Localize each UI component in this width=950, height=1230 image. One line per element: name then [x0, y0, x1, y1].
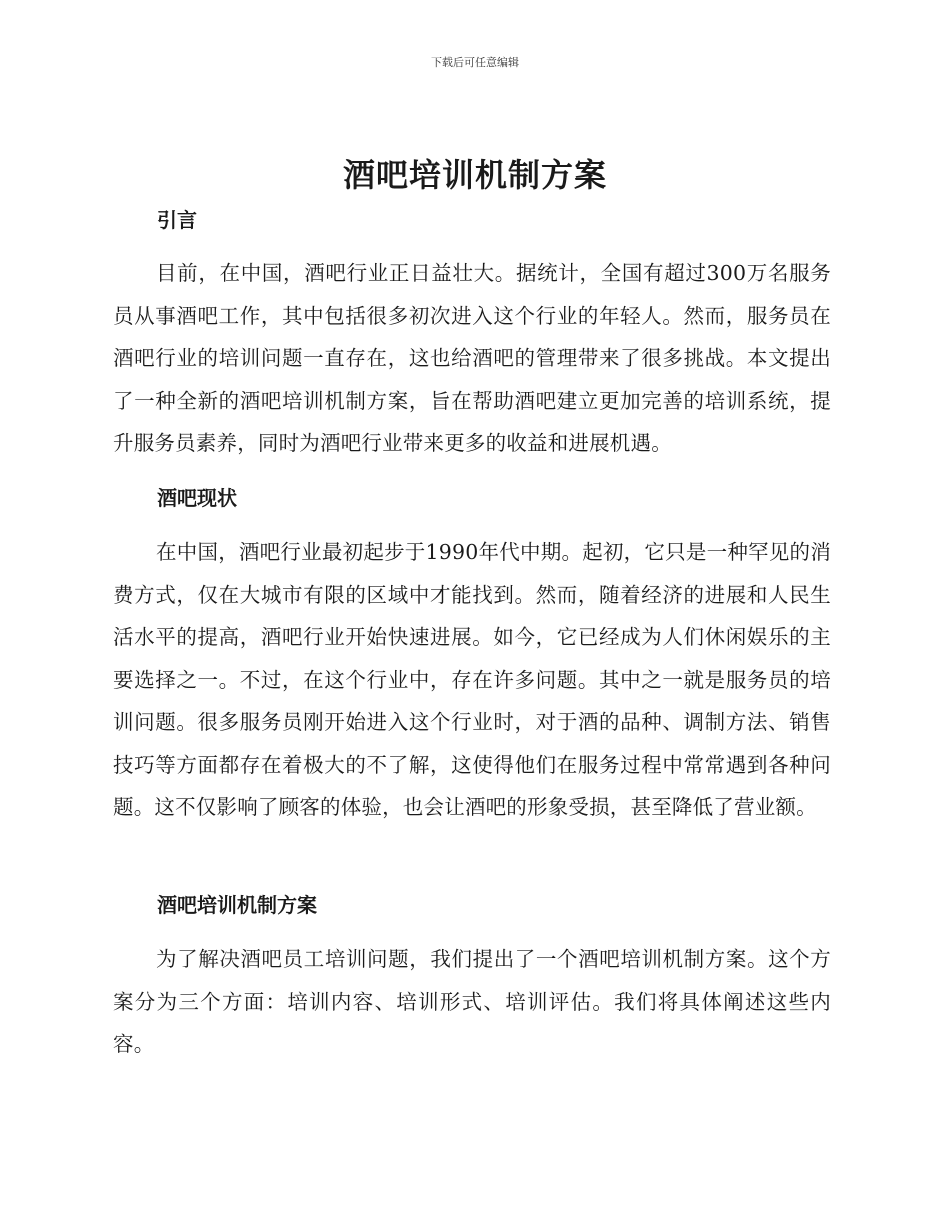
section-paragraph-status: 在中国，酒吧行业最初起步于1990年代中期。起初，它只是一种罕见的消费方式，仅在大城市有限的区域中才能找到。然而，随着经济的进展和人民生活水平的提高，酒吧行业开始快速进展。如今，它已经成为人们休闲娱乐的主要选择之一。不过，在这个行业中，存在许多问题。其中之一就是服务员的培训问题。很多服务员刚开始进入这个行业时，对于酒的品种、调制方法、销售技巧等方面都存在着极大的不了解，这使得他们在服务过程中常常遇到各种问题。这不仅影响了顾客的体验，也会让酒吧的形象受损，甚至降低了营业额。	[113, 540, 831, 819]
section-heading-plan: 酒吧培训机制方案	[157, 893, 317, 917]
section-paragraph-plan: 为了解决酒吧员工培训问题，我们提出了一个酒吧培训机制方案。这个方案分为三个方面：培训内容、培训形式、培训评估。我们将具体阐述这些内容。	[113, 947, 831, 1056]
section-heading-intro: 引言	[157, 208, 197, 232]
section-heading-status: 酒吧现状	[157, 486, 237, 510]
section-paragraph-intro: 目前，在中国，酒吧行业正日益壮大。据统计，全国有超过300万名服务员从事酒吧工作，其中包括很多初次进入这个行业的年轻人。然而，服务员在酒吧行业的培训问题一直存在，这也给酒吧的管理带来了很多挑战。本文提出了一种全新的酒吧培训机制方案，旨在帮助酒吧建立更加完善的培训系统，提升服务员素养，同时为酒吧行业带来更多的收益和进展机遇。	[113, 261, 831, 455]
document-title: 酒吧培训机制方案	[342, 156, 607, 194]
header-note: 下载后可任意编辑	[431, 56, 519, 69]
